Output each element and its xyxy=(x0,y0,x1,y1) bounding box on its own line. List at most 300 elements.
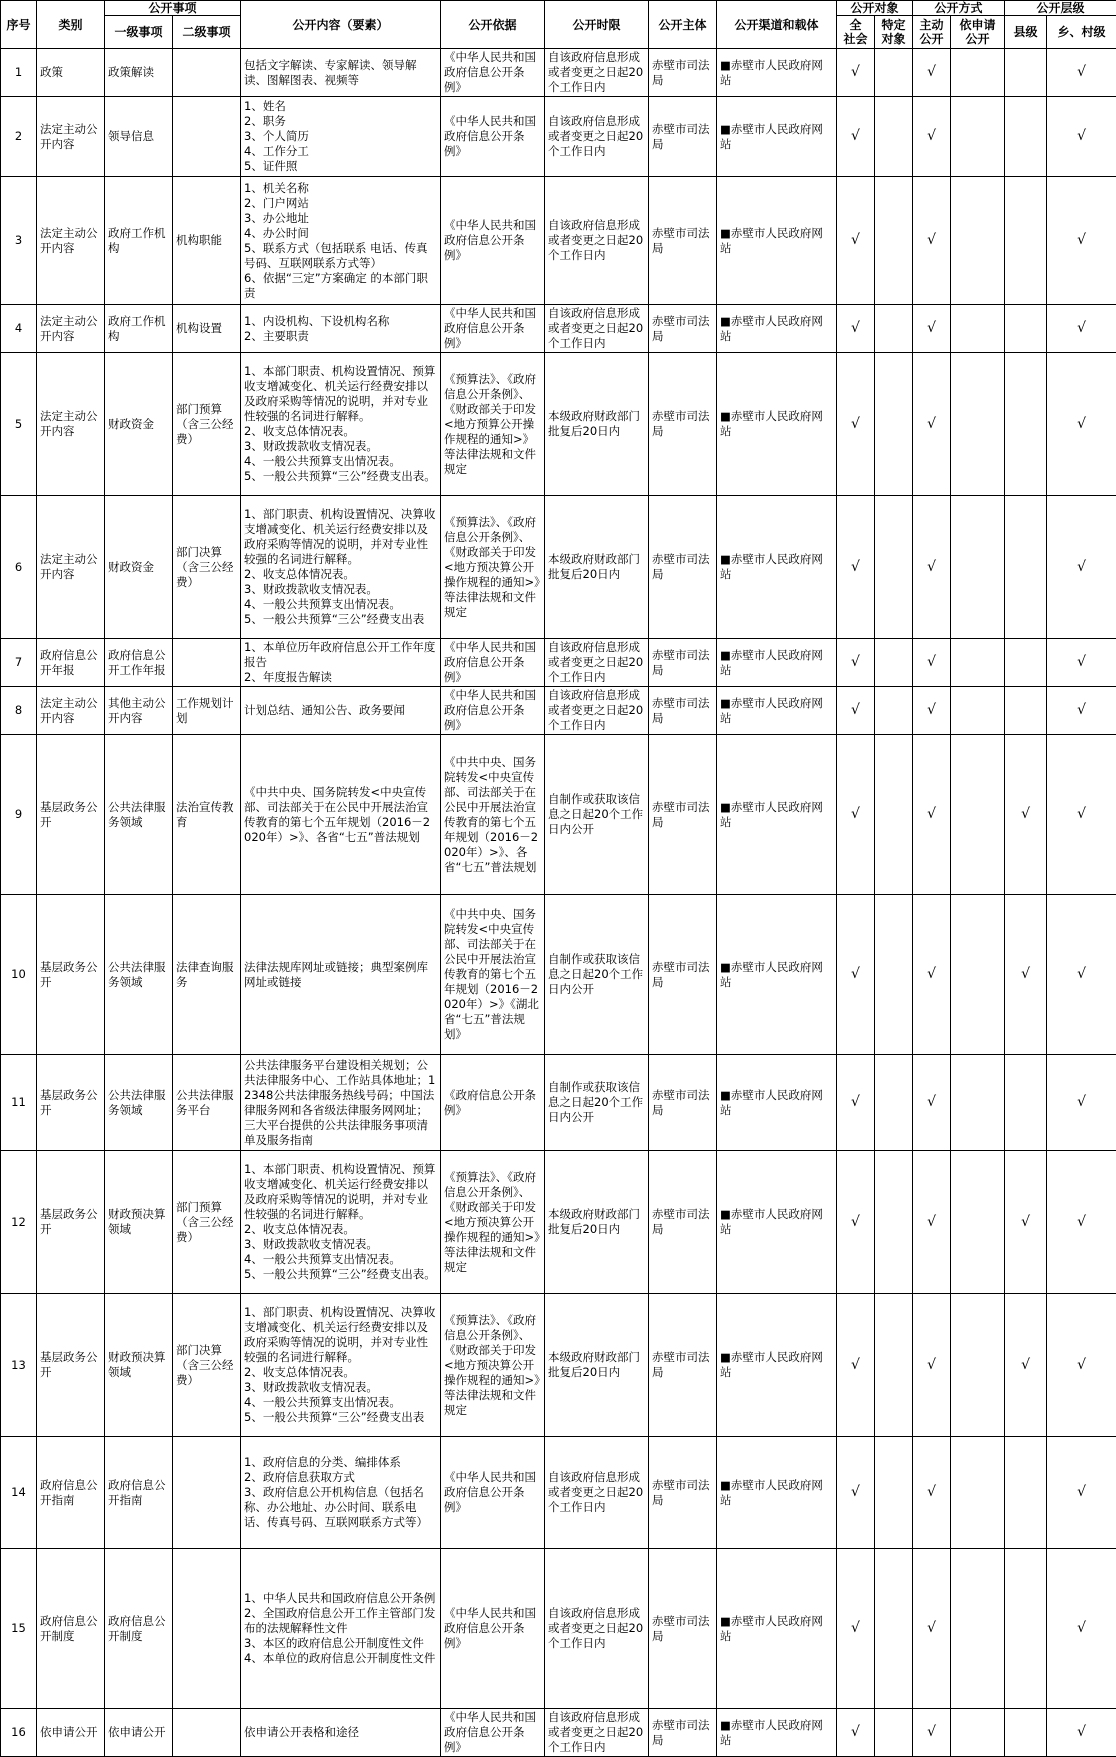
check-method-active: √ xyxy=(913,1055,951,1151)
cell-level1 xyxy=(105,1709,173,1757)
check-level-county xyxy=(1005,305,1047,353)
check-target-all: √ xyxy=(837,97,875,177)
cell-basis xyxy=(441,1151,545,1294)
cell-content xyxy=(241,496,441,639)
cell-deadline xyxy=(545,687,649,735)
check-method-active: √ xyxy=(913,687,951,735)
cell-deadline-text: 自该政府信息形成或者变更之日起20个工作日内 xyxy=(548,218,645,263)
cell-basis-text: 《中共中央、国务院转发<中央宣传部、司法部关于在公民中开展法治宣传教育的第七个五年规划（2016－2020年）>》、各省“七五”普法规划 xyxy=(444,755,541,875)
table-row xyxy=(1,735,1116,895)
cell-basis xyxy=(441,353,545,496)
cell-subject-text: 赤壁市司法局 xyxy=(652,1614,713,1644)
cell-content xyxy=(241,353,441,496)
check-method-request xyxy=(951,639,1005,687)
cell-channel-text: ■赤壁市人民政府网站 xyxy=(720,800,833,830)
cell-seq-text: 8 xyxy=(4,703,33,718)
cell-level2 xyxy=(173,1055,241,1151)
check-method-active: √ xyxy=(913,177,951,305)
check-level-county: √ xyxy=(1005,1151,1047,1294)
cell-level1-text: 依申请公开 xyxy=(108,1725,169,1740)
cell-level1 xyxy=(105,1055,173,1151)
cell-category-text: 政府信息公开指南 xyxy=(40,1478,101,1508)
cell-level1-text: 公共法律服务领域 xyxy=(108,800,169,830)
check-target-specific xyxy=(875,1151,913,1294)
cell-content-text: 计划总结、通知公告、政务要闻 xyxy=(244,703,437,718)
header-subject: 公开主体 xyxy=(649,1,717,49)
cell-level2 xyxy=(173,735,241,895)
cell-subject xyxy=(649,639,717,687)
cell-basis xyxy=(441,97,545,177)
cell-basis xyxy=(441,687,545,735)
cell-basis xyxy=(441,305,545,353)
cell-content xyxy=(241,177,441,305)
header-channel: 公开渠道和载体 xyxy=(717,1,837,49)
cell-basis-text: 《中共中央、国务院转发<中央宣传部、司法部关于在公民中开展法治宣传教育的第七个五年规划（2016－2020年）>》《湖北省“七五”普法规划》 xyxy=(444,907,541,1042)
cell-deadline xyxy=(545,1151,649,1294)
cell-seq xyxy=(1,496,37,639)
cell-seq xyxy=(1,1709,37,1757)
cell-seq-text: 2 xyxy=(4,129,33,144)
header-method-active: 主动 公开 xyxy=(913,16,951,49)
cell-deadline-text: 自制作或获取该信息之日起20个工作日内公开 xyxy=(548,792,645,837)
cell-level2 xyxy=(173,97,241,177)
cell-subject-text: 赤壁市司法局 xyxy=(652,409,713,439)
check-target-all: √ xyxy=(837,305,875,353)
check-target-specific xyxy=(875,353,913,496)
check-level-town: √ xyxy=(1047,1437,1116,1549)
cell-subject xyxy=(649,1709,717,1757)
cell-category-text: 基层政务公开 xyxy=(40,960,101,990)
check-target-specific xyxy=(875,735,913,895)
check-level-county xyxy=(1005,639,1047,687)
cell-level2 xyxy=(173,1709,241,1757)
cell-level1-text: 政府信息公开制度 xyxy=(108,1614,169,1644)
check-method-request xyxy=(951,687,1005,735)
cell-seq xyxy=(1,177,37,305)
cell-level2-text: 部门预算（含三公经费） xyxy=(176,1200,237,1245)
cell-level1 xyxy=(105,1437,173,1549)
cell-level1 xyxy=(105,735,173,895)
cell-seq xyxy=(1,1151,37,1294)
cell-level2-text: 公共法律服务平台 xyxy=(176,1088,237,1118)
cell-deadline-text: 自该政府信息形成或者变更之日起20个工作日内 xyxy=(548,1470,645,1515)
cell-category-text: 基层政务公开 xyxy=(40,1350,101,1380)
cell-channel xyxy=(717,687,837,735)
check-target-specific xyxy=(875,97,913,177)
cell-level2-text: 部门预算（含三公经费） xyxy=(176,402,237,447)
cell-basis-text: 《中华人民共和国政府信息公开条例》 xyxy=(444,1710,541,1755)
check-method-request xyxy=(951,895,1005,1055)
cell-basis xyxy=(441,1437,545,1549)
cell-seq-text: 10 xyxy=(4,967,33,982)
header-category: 类别 xyxy=(37,1,105,49)
cell-level1-text: 领导信息 xyxy=(108,129,169,144)
cell-channel xyxy=(717,639,837,687)
cell-basis-text: 《中华人民共和国政府信息公开条例》 xyxy=(444,1606,541,1651)
cell-basis xyxy=(441,496,545,639)
check-target-specific xyxy=(875,639,913,687)
check-level-town: √ xyxy=(1047,735,1116,895)
check-target-all: √ xyxy=(837,177,875,305)
header-target-specific: 特定 对象 xyxy=(875,16,913,49)
check-method-request xyxy=(951,1055,1005,1151)
cell-seq xyxy=(1,735,37,895)
cell-channel-text: ■赤壁市人民政府网站 xyxy=(720,1088,833,1118)
check-level-town: √ xyxy=(1047,1549,1116,1709)
header-method-group: 公开方式 xyxy=(913,1,1005,16)
cell-category-text: 法定主动公开内容 xyxy=(40,696,101,726)
cell-basis-text: 《中华人民共和国政府信息公开条例》 xyxy=(444,218,541,263)
header-level-county: 县级 xyxy=(1005,16,1047,49)
cell-seq xyxy=(1,353,37,496)
cell-basis xyxy=(441,1294,545,1437)
header-level-town: 乡、村级 xyxy=(1047,16,1116,49)
check-target-all: √ xyxy=(837,735,875,895)
cell-basis xyxy=(441,735,545,895)
cell-subject-text: 赤壁市司法局 xyxy=(652,552,713,582)
cell-level1-text: 财政预决算领域 xyxy=(108,1207,169,1237)
check-method-active: √ xyxy=(913,353,951,496)
check-target-specific xyxy=(875,1055,913,1151)
check-target-all: √ xyxy=(837,687,875,735)
cell-level2 xyxy=(173,1549,241,1709)
cell-channel-text: ■赤壁市人民政府网站 xyxy=(720,960,833,990)
cell-seq-text: 1 xyxy=(4,65,33,80)
cell-category xyxy=(37,1709,105,1757)
cell-content xyxy=(241,49,441,97)
check-method-request xyxy=(951,1151,1005,1294)
cell-level1 xyxy=(105,49,173,97)
cell-level1-text: 其他主动公开内容 xyxy=(108,696,169,726)
cell-level2 xyxy=(173,1294,241,1437)
check-method-active: √ xyxy=(913,97,951,177)
cell-level1-text: 财政资金 xyxy=(108,417,169,432)
check-target-specific xyxy=(875,1709,913,1757)
cell-deadline xyxy=(545,49,649,97)
check-method-active: √ xyxy=(913,49,951,97)
cell-level1-text: 政府信息公开指南 xyxy=(108,1478,169,1508)
cell-deadline-text: 本级政府财政部门批复后20日内 xyxy=(548,1207,645,1237)
cell-basis-text: 《中华人民共和国政府信息公开条例》 xyxy=(444,114,541,159)
cell-deadline-text: 自制作或获取该信息之日起20个工作日内公开 xyxy=(548,952,645,997)
cell-content-text: 1、部门职责、机构设置情况、决算收支增减变化、机关运行经费安排以及政府采购等情况的说明，并对专业性较强的名词进行解释。 2、收支总体情况表。 3、财政拨款收支情况表。 4、一般公共预算支出情况表。 5、一般公共预算“三公”经费支出表 xyxy=(244,507,437,627)
cell-deadline-text: 自该政府信息形成或者变更之日起20个工作日内 xyxy=(548,1606,645,1651)
cell-content-text: 1、本部门职责、机构设置情况、预算收支增减变化、机关运行经费安排以及政府采购等情况的说明，并对专业性较强的名词进行解释。 2、收支总体情况表。 3、财政拨款收支情况表。 4、一般公共预算支出情况表。 5、一般公共预算“三公”经费支出表。 xyxy=(244,364,437,484)
cell-level1 xyxy=(105,1151,173,1294)
cell-subject-text: 赤壁市司法局 xyxy=(652,226,713,256)
cell-seq-text: 7 xyxy=(4,655,33,670)
check-target-all: √ xyxy=(837,353,875,496)
cell-content xyxy=(241,1437,441,1549)
cell-subject-text: 赤壁市司法局 xyxy=(652,1088,713,1118)
cell-deadline-text: 自该政府信息形成或者变更之日起20个工作日内 xyxy=(548,50,645,95)
header-target-group: 公开对象 xyxy=(837,1,913,16)
cell-channel xyxy=(717,305,837,353)
cell-content-text: 1、内设机构、下设机构名称 2、主要职责 xyxy=(244,314,437,344)
cell-level1 xyxy=(105,305,173,353)
check-target-specific xyxy=(875,895,913,1055)
header-method-request: 依申请 公开 xyxy=(951,16,1005,49)
cell-subject-text: 赤壁市司法局 xyxy=(652,696,713,726)
cell-basis-text: 《预算法》、《政府信息公开条例》、《财政部关于印发<地方预决算公开操作规程的通知>》等法律法规和文件规定 xyxy=(444,1170,541,1275)
cell-level2-text: 法治宣传教育 xyxy=(176,800,237,830)
cell-seq-text: 12 xyxy=(4,1215,33,1230)
cell-subject-text: 赤壁市司法局 xyxy=(652,1718,713,1748)
cell-deadline xyxy=(545,177,649,305)
cell-subject-text: 赤壁市司法局 xyxy=(652,648,713,678)
table-row xyxy=(1,687,1116,735)
cell-subject xyxy=(649,1294,717,1437)
cell-subject xyxy=(649,895,717,1055)
check-target-specific xyxy=(875,177,913,305)
cell-deadline-text: 本级政府财政部门批复后20日内 xyxy=(548,552,645,582)
cell-content-text: 包括文字解读、专家解读、领导解读、图解图表、视频等 xyxy=(244,58,437,88)
cell-channel xyxy=(717,49,837,97)
cell-deadline-text: 自制作或获取该信息之日起20个工作日内公开 xyxy=(548,1080,645,1125)
cell-level1-text: 政府信息公开工作年报 xyxy=(108,648,169,678)
cell-content-text: 公共法律服务平台建设相关规划；公共法律服务中心、工作站具体地址；12348公共法律服务热线号码；中国法律服务网和各省级法律服务网网址；三大平台提供的公共法律服务事项清单及服务指南 xyxy=(244,1058,437,1148)
check-method-request xyxy=(951,496,1005,639)
cell-content-text: 《中共中央、国务院转发<中央宣传部、司法部关于在公民中开展法治宣传教育的第七个五年规划（2016－2020年）>》、各省“七五”普法规划 xyxy=(244,785,437,845)
cell-subject xyxy=(649,49,717,97)
cell-channel xyxy=(717,1549,837,1709)
cell-basis-text: 《中华人民共和国政府信息公开条例》 xyxy=(444,306,541,351)
cell-seq-text: 9 xyxy=(4,807,33,822)
cell-basis xyxy=(441,895,545,1055)
cell-content xyxy=(241,97,441,177)
check-target-all: √ xyxy=(837,1294,875,1437)
check-target-all: √ xyxy=(837,49,875,97)
cell-subject-text: 赤壁市司法局 xyxy=(652,1478,713,1508)
cell-category-text: 法定主动公开内容 xyxy=(40,409,101,439)
cell-category xyxy=(37,97,105,177)
cell-deadline xyxy=(545,1437,649,1549)
cell-subject xyxy=(649,1151,717,1294)
cell-channel xyxy=(717,97,837,177)
cell-subject-text: 赤壁市司法局 xyxy=(652,960,713,990)
check-method-active: √ xyxy=(913,1294,951,1437)
cell-content xyxy=(241,639,441,687)
header-basis: 公开依据 xyxy=(441,1,545,49)
check-target-specific xyxy=(875,1294,913,1437)
cell-category-text: 法定主动公开内容 xyxy=(40,122,101,152)
cell-seq-text: 15 xyxy=(4,1621,33,1636)
cell-basis-text: 《政府信息公开条例》 xyxy=(444,1088,541,1118)
cell-deadline xyxy=(545,1709,649,1757)
check-target-all: √ xyxy=(837,1055,875,1151)
header-level1: 一级事项 xyxy=(105,16,173,49)
cell-basis-text: 《预算法》、《政府信息公开条例》、《财政部关于印发<地方预算公开操作规程的通知>》等法律法规和文件规定 xyxy=(444,372,541,477)
cell-category-text: 基层政务公开 xyxy=(40,1088,101,1118)
cell-seq xyxy=(1,1549,37,1709)
header-target-all: 全 社会 xyxy=(837,16,875,49)
cell-level2 xyxy=(173,177,241,305)
table-row xyxy=(1,353,1116,496)
cell-category xyxy=(37,1437,105,1549)
cell-subject xyxy=(649,687,717,735)
cell-level1 xyxy=(105,496,173,639)
cell-deadline xyxy=(545,1055,649,1151)
cell-subject xyxy=(649,97,717,177)
check-level-county xyxy=(1005,1437,1047,1549)
cell-level2 xyxy=(173,895,241,1055)
cell-level1 xyxy=(105,1549,173,1709)
cell-channel-text: ■赤壁市人民政府网站 xyxy=(720,1207,833,1237)
cell-subject xyxy=(649,1055,717,1151)
cell-level1 xyxy=(105,353,173,496)
check-level-town: √ xyxy=(1047,97,1116,177)
cell-subject xyxy=(649,353,717,496)
cell-seq-text: 13 xyxy=(4,1358,33,1373)
check-method-request xyxy=(951,97,1005,177)
cell-deadline-text: 自该政府信息形成或者变更之日起20个工作日内 xyxy=(548,640,645,685)
check-method-active: √ xyxy=(913,1709,951,1757)
cell-seq-text: 5 xyxy=(4,417,33,432)
cell-level2-text: 部门决算（含三公经费） xyxy=(176,1343,237,1388)
check-method-active: √ xyxy=(913,1549,951,1709)
cell-subject xyxy=(649,1549,717,1709)
cell-category-text: 依申请公开 xyxy=(40,1725,101,1740)
table-row xyxy=(1,1709,1116,1757)
cell-seq-text: 16 xyxy=(4,1725,33,1740)
check-method-active: √ xyxy=(913,895,951,1055)
check-level-county xyxy=(1005,177,1047,305)
cell-category-text: 基层政务公开 xyxy=(40,800,101,830)
header-seq: 序号 xyxy=(1,1,37,49)
cell-channel-text: ■赤壁市人民政府网站 xyxy=(720,1350,833,1380)
cell-level1 xyxy=(105,1294,173,1437)
cell-category xyxy=(37,177,105,305)
cell-channel-text: ■赤壁市人民政府网站 xyxy=(720,1718,833,1748)
cell-content xyxy=(241,1549,441,1709)
check-method-active: √ xyxy=(913,1437,951,1549)
cell-subject xyxy=(649,735,717,895)
header-level-group: 公开层级 xyxy=(1005,1,1116,16)
cell-channel xyxy=(717,177,837,305)
cell-deadline xyxy=(545,353,649,496)
check-target-all: √ xyxy=(837,496,875,639)
cell-subject xyxy=(649,496,717,639)
cell-channel xyxy=(717,735,837,895)
cell-category xyxy=(37,496,105,639)
cell-category xyxy=(37,1294,105,1437)
check-level-town: √ xyxy=(1047,305,1116,353)
check-level-town: √ xyxy=(1047,49,1116,97)
cell-seq xyxy=(1,1055,37,1151)
check-target-specific xyxy=(875,305,913,353)
cell-channel xyxy=(717,895,837,1055)
cell-channel xyxy=(717,1294,837,1437)
table-row xyxy=(1,177,1116,305)
table-row xyxy=(1,1294,1116,1437)
cell-deadline xyxy=(545,1294,649,1437)
cell-level2-text: 机构职能 xyxy=(176,233,237,248)
cell-level1-text: 财政预决算领域 xyxy=(108,1350,169,1380)
cell-subject xyxy=(649,177,717,305)
cell-level2-text: 工作规划计划 xyxy=(176,696,237,726)
cell-content xyxy=(241,305,441,353)
cell-level1 xyxy=(105,177,173,305)
check-method-active: √ xyxy=(913,305,951,353)
cell-level1-text: 政府工作机构 xyxy=(108,314,169,344)
table-row xyxy=(1,305,1116,353)
cell-seq xyxy=(1,895,37,1055)
cell-subject-text: 赤壁市司法局 xyxy=(652,1350,713,1380)
check-target-all: √ xyxy=(837,1151,875,1294)
cell-seq-text: 3 xyxy=(4,233,33,248)
cell-content-text: 依申请公开表格和途径 xyxy=(244,1725,437,1740)
cell-basis xyxy=(441,1709,545,1757)
cell-content xyxy=(241,1151,441,1294)
cell-content-text: 法律法规库网址或链接；典型案例库网址或链接 xyxy=(244,960,437,990)
cell-basis xyxy=(441,49,545,97)
cell-category xyxy=(37,353,105,496)
cell-basis-text: 《预算法》、《政府信息公开条例》、《财政部关于印发<地方预决算公开操作规程的通知>》等法律法规和文件规定 xyxy=(444,1313,541,1418)
cell-deadline xyxy=(545,496,649,639)
header-content: 公开内容（要素） xyxy=(241,1,441,49)
cell-level2 xyxy=(173,1437,241,1549)
cell-category xyxy=(37,1055,105,1151)
table-body xyxy=(1,49,1116,1757)
check-level-county xyxy=(1005,49,1047,97)
cell-subject-text: 赤壁市司法局 xyxy=(652,58,713,88)
cell-category-text: 法定主动公开内容 xyxy=(40,226,101,256)
cell-channel-text: ■赤壁市人民政府网站 xyxy=(720,552,833,582)
cell-category xyxy=(37,639,105,687)
cell-seq-text: 6 xyxy=(4,560,33,575)
cell-level1 xyxy=(105,639,173,687)
check-level-town: √ xyxy=(1047,353,1116,496)
cell-basis-text: 《中华人民共和国政府信息公开条例》 xyxy=(444,50,541,95)
check-target-all: √ xyxy=(837,895,875,1055)
cell-content xyxy=(241,1709,441,1757)
cell-level2 xyxy=(173,353,241,496)
check-level-county xyxy=(1005,687,1047,735)
cell-content-text: 1、部门职责、机构设置情况、决算收支增减变化、机关运行经费安排以及政府采购等情况的说明，并对专业性较强的名词进行解释。 2、收支总体情况表。 3、财政拨款收支情况表。 4、一般公共预算支出情况表。 5、一般公共预算“三公”经费支出表 xyxy=(244,1305,437,1425)
check-method-request xyxy=(951,353,1005,496)
cell-deadline xyxy=(545,97,649,177)
check-target-all: √ xyxy=(837,1709,875,1757)
check-method-request xyxy=(951,1437,1005,1549)
cell-deadline-text: 本级政府财政部门批复后20日内 xyxy=(548,1350,645,1380)
cell-category-text: 法定主动公开内容 xyxy=(40,552,101,582)
check-target-specific xyxy=(875,1437,913,1549)
cell-content xyxy=(241,895,441,1055)
check-target-specific xyxy=(875,687,913,735)
cell-content-text: 1、中华人民共和国政府信息公开条例 2、全国政府信息公开工作主管部门发布的法规解释性文件 3、本区的政府信息公开制度性文件 4、本单位的政府信息公开制度性文件 xyxy=(244,1591,437,1666)
cell-channel xyxy=(717,353,837,496)
cell-content-text: 1、本部门职责、机构设置情况、预算收支增减变化、机关运行经费安排以及政府采购等情况的说明，并对专业性较强的名词进行解释。 2、收支总体情况表。 3、财政拨款收支情况表。 4、一般公共预算支出情况表。 5、一般公共预算“三公”经费支出表。 xyxy=(244,1162,437,1282)
cell-deadline-text: 自该政府信息形成或者变更之日起20个工作日内 xyxy=(548,306,645,351)
check-method-active: √ xyxy=(913,735,951,895)
table-row xyxy=(1,1151,1116,1294)
table-row xyxy=(1,895,1116,1055)
cell-content xyxy=(241,735,441,895)
cell-seq xyxy=(1,305,37,353)
cell-seq xyxy=(1,1437,37,1549)
cell-category xyxy=(37,735,105,895)
cell-category-text: 法定主动公开内容 xyxy=(40,314,101,344)
table-row xyxy=(1,496,1116,639)
cell-level2-text: 部门决算（含三公经费） xyxy=(176,545,237,590)
cell-basis xyxy=(441,639,545,687)
cell-category xyxy=(37,895,105,1055)
cell-basis-text: 《中华人民共和国政府信息公开条例》 xyxy=(444,640,541,685)
cell-level2 xyxy=(173,305,241,353)
cell-basis-text: 《中华人民共和国政府信息公开条例》 xyxy=(444,688,541,733)
check-target-specific xyxy=(875,496,913,639)
table-row xyxy=(1,639,1116,687)
